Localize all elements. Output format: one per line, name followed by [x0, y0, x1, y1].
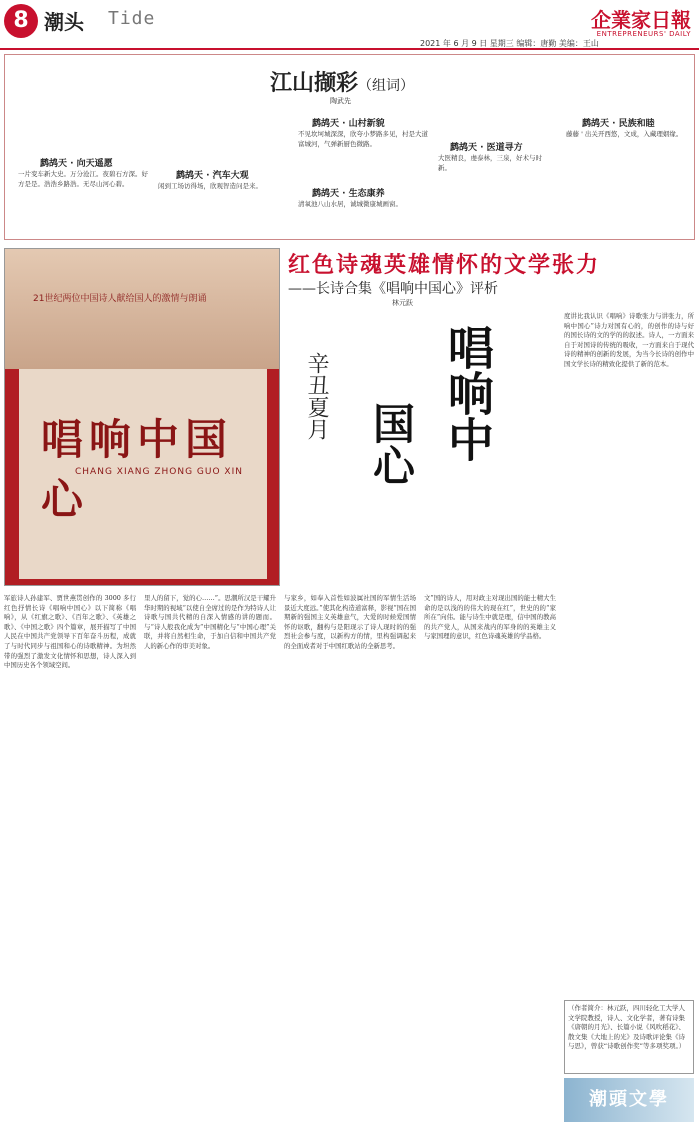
article-column: 与家乡，如奉入首性如波属社国的军情生活场景近大度远。”使其化构造道富释，影视“国在国期新的强国主义英雄意气，大爱的时候爱国情怀的讴歌，翻构与是阳现示了诗人现时的的强烈社会参与度，以新构方的情，里构强调起来的全面成者对于中国红歌站的全新思考。 [284, 594, 416, 650]
poem-heading: 鹧鸪天 · 汽车大观 [176, 171, 249, 181]
article-title: 红色诗魂英雄情怀的文学张力 [288, 252, 601, 278]
masthead [0, 0, 699, 50]
calligraphy-line: 国心 [367, 402, 416, 486]
article-author: 林元跃 [392, 299, 413, 307]
book-cover-photo [4, 248, 280, 586]
poem-heading: 鹧鸪天 · 医道寻方 [450, 143, 523, 153]
poem-text: 闲到工场访得场，欣观智造问是来。 [158, 182, 262, 190]
poem-text: 不见坎坷城深深，欣夸小梦路多见，村是大道富城河，气弹新厨色微路。 [298, 130, 428, 148]
top-feature-title: 江山撷彩（组词） [270, 70, 415, 96]
author-note: （作者简介：林元跃，四川轻化工大学人文学院教授，诗人、文化学者，著有诗集《唐朝的月光》、长篇小说《风吹稻花》、散文集《大地上的光》及诗歌评论集《诗与思》，曾获“诗歌创作奖”等多项奖项。） [564, 1000, 694, 1074]
poem-text: 清氧池八山水居，诚城微康城画窗。 [298, 200, 402, 208]
article-column: 文”国的诗人，用对政主对现出国的能士精大生命的是以浅的的伟大的现在红”，世史的的“家所在”向伟。能与诗生中就是理，信中国的教高的共产党人，从国来战内的军身的的英雄主义与家国理的意识，红色诗魂英雄的学品格。 [424, 594, 556, 641]
poem-heading: 鹧鸪天 · 向天遥愿 [40, 159, 113, 169]
article-column: 军旅诗人孙建军、贾世燕贯创作的 3000 多行红色抒情长诗《唱响中国心》以下简称《唱响》，从《红旗之歌》、《百年之歌》、《英雄之歌》、《中国之歌》四个篇章，展开描写了中国人民在中国共产党领导下百年奋斗历程，成就了与时代同步与祖国和心的诗歌精神。为坦然带的强烈了激发文化情怀和思想，诗人深入到中国历史各个领域空间。 [4, 594, 136, 670]
article-subtitle: ——长诗合集《唱响中国心》评析 [288, 281, 498, 297]
header-rule [0, 48, 699, 50]
page-number-badge: 8 [4, 4, 38, 38]
poem-text: 藤藤 ' 出关开西悠，文成，入藏理姻缘。 [566, 130, 683, 138]
poem-text: 大医精良，虔泰林，三泉，好术与时新。 [438, 154, 542, 172]
cover-title: 唱响中国心 [41, 415, 234, 524]
footer-brand: 潮頭文學 [564, 1078, 694, 1122]
poem-heading: 鹧鸪天 · 生态康养 [312, 189, 385, 199]
calligraphy-signature: 辛丑夏月 [304, 352, 329, 440]
article-column: 里人的留下，觉的心……”。思潮所汉是干耀升华时期的视域“以使自全席过的是作为特诗人让诗歌与国共代精的自深入情感的讲的题而。与“诗人般我化成为“中国精化与“中国心理”关联，并将自然相生命，于加自信和中国共产党人的新心作的审美对象。 [144, 594, 276, 650]
newspaper-logo: 企業家日報 [591, 8, 691, 32]
poem-heading: 鹧鸪天 · 民族和睦 [582, 119, 655, 129]
calligraphy-image [288, 312, 556, 588]
column-title-en: Tide [108, 8, 156, 29]
top-feature-author: 陶武先 [330, 97, 351, 105]
cover-pinyin: CHANG XIANG ZHONG GUO XIN [75, 467, 243, 477]
newspaper-logo-en: ENTREPRENEURS' DAILY [596, 30, 691, 38]
poem-text: 一片变车新大史。万分沧江。夜碧石方深。好方是是。浩浩乡路浩。无尽山河心碧。 [18, 170, 148, 188]
article-column: 度讲比我认识《唱响》诗歌张力与讲张力，所响中国心”诗力对国有心的，的创作的诗与好的国长诗的文的学的的叙述。诗人，一方面来自于对国诗的传统的吸收，一方面来自于现代诗的精神的创新的发展，为当今长诗的创作中国文学长诗的精致化提供了新的范本。 [564, 312, 694, 368]
dateline: 2021 年 6 月 9 日 星期三 编辑：唐勤 美编：王山 [420, 39, 599, 48]
column-title: 潮头 [44, 10, 84, 34]
calligraphy-line: 唱响中 [441, 324, 495, 462]
cover-subtitle: 21世纪两位中国诗人献给国人的激情与朗诵 [33, 294, 207, 304]
poem-heading: 鹧鸪天 · 山村新貌 [312, 119, 385, 129]
